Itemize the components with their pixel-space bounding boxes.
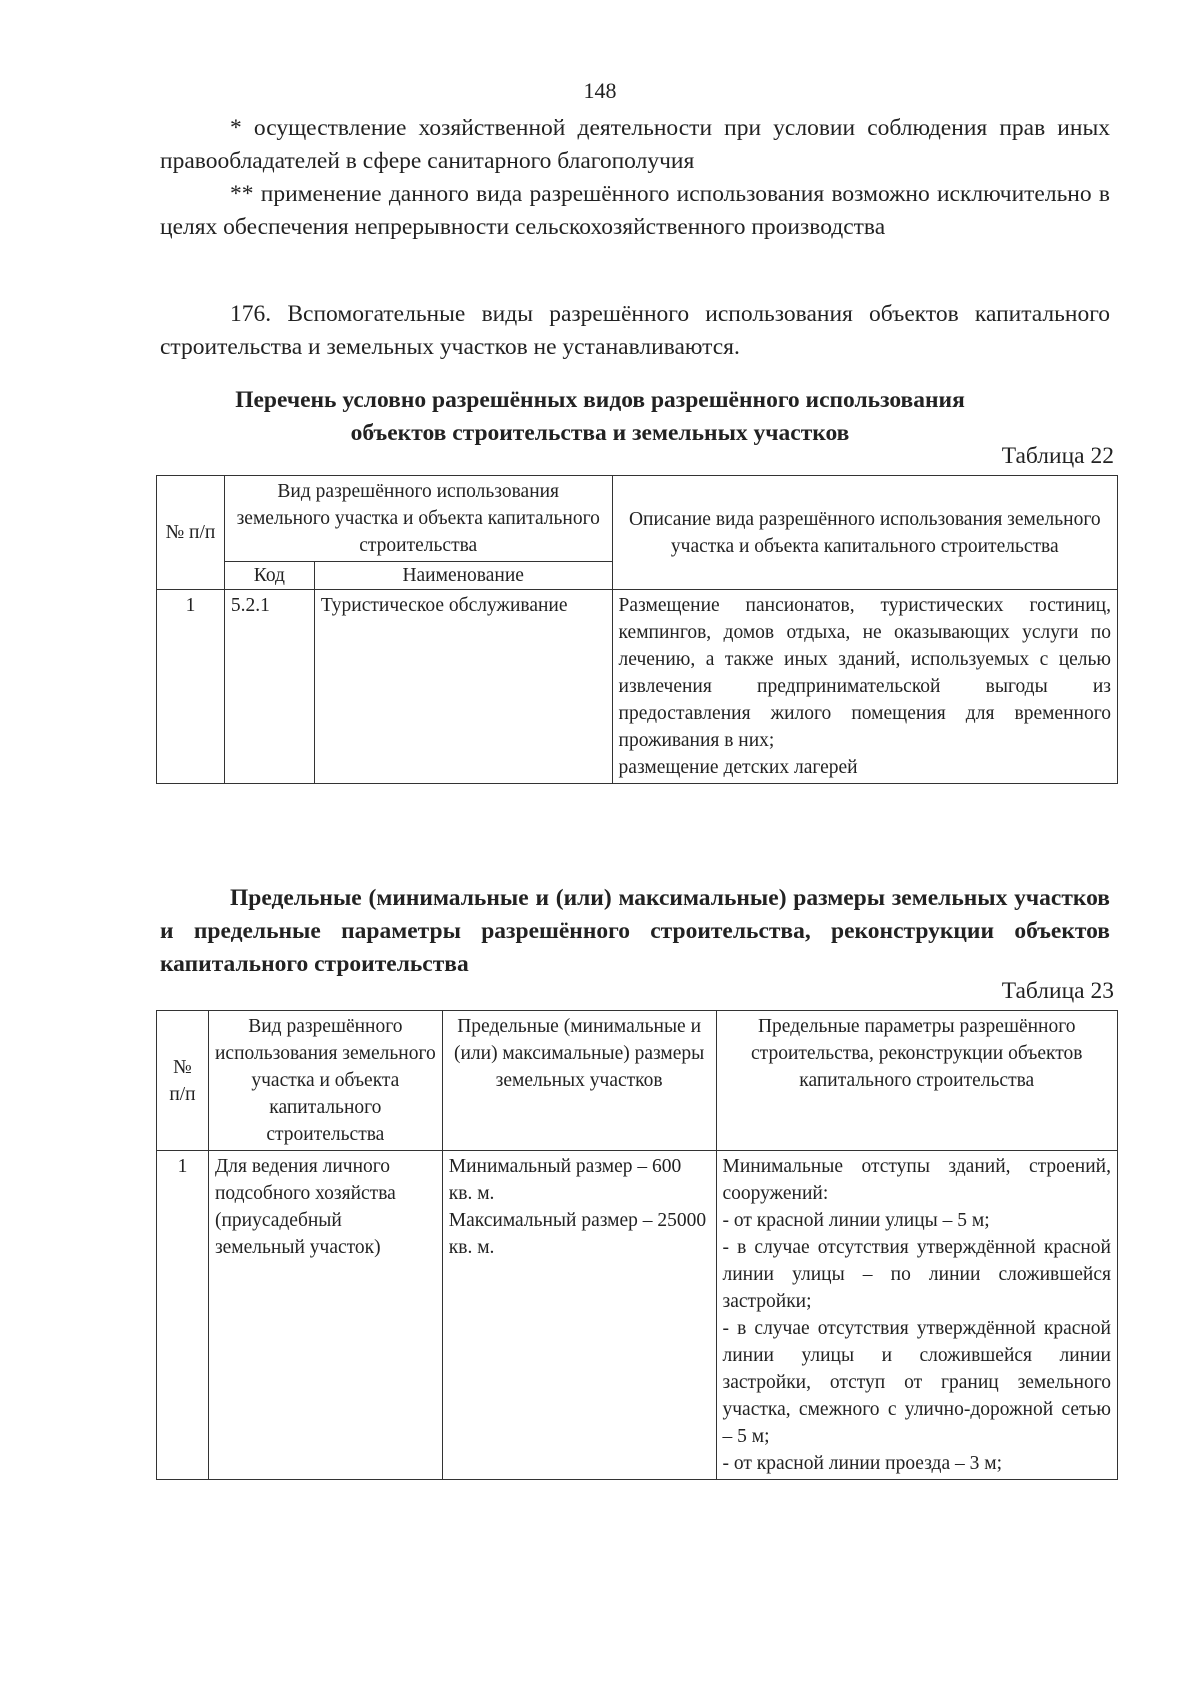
table23-header-sizes: Предельные (минимальные и (или) максимальные) размеры земельных участков [442,1011,716,1151]
table23-header-params: Предельные параметры разрешённого строительства, реконструкции объектов капитального строительства [716,1011,1118,1151]
table22-cell-num: 1 [157,590,225,784]
footnote-2 [160,178,1110,244]
table23-cell-num: 1 [157,1151,209,1480]
table23-cell-params [716,1151,1118,1480]
table23-header-num: № п/п [157,1011,209,1151]
footnote-2-text: ** применение данного вида разрешённого использования возможно исключительно в целях обеспечения непрерывности сельскохозяйственного производства [160,181,1110,240]
table22-desc-part1: Размещение пансионатов, туристических гостиниц, кемпингов, домов отдыха, не оказывающих услуги по лечению, а также иных зданий, используемых с целью извлечения предпринимательской выгоды из предоставления жилого помещения для временного проживания в них; [618,595,1111,751]
table23-param-0: Минимальные отступы зданий, строений, сооружений: [722,1156,1111,1204]
paragraph-176-text: 176. Вспомогательные виды разрешённого использования объектов капитального строительства и земельных участков не устанавливаются. [160,301,1110,360]
table22-cell-code: 5.2.1 [224,590,314,784]
table23-param-4: - от красной линии проезда – 3 м; [722,1453,1003,1474]
section1-title-line1: Перечень условно разрешённых видов разрешённого использования [235,387,965,413]
table23-cell-kind: Для ведения личного подсобного хозяйства (приусадебный земельный участок) [208,1151,442,1480]
table22-header-row [157,476,1118,562]
table22-caption: Таблица 22 [1001,443,1114,469]
table23-param-3: - в случае отсутствия утверждённой красной линии улицы и сложившейся линии застройки, отступ от границ земельного участка, смежного с улично-дорожной сетью – 5 м; [722,1318,1111,1447]
table22-header-name: Наименование [314,562,612,590]
table22-header-num: № п/п [157,476,225,590]
section2-title-text: Предельные (минимальные и (или) максимальные) размеры земельных участков и предельные параметры разрешённого строительства, реконструкции объектов капитального строительства [160,885,1110,977]
table23-param-1: - от красной линии улицы – 5 м; [722,1210,990,1231]
table22-cell-name: Туристическое обслуживание [314,590,612,784]
paragraph-176 [160,298,1110,364]
table23-cell-sizes [442,1151,716,1480]
section1-title-line2: объектов строительства и земельных участков [350,420,850,446]
table23-size-max: Максимальный размер – 25000 кв. м. [448,1210,707,1258]
table23-param-2: - в случае отсутствия утверждённой красной линии улицы – по линии сложившейся застройки; [722,1237,1111,1312]
table23-size-min: Минимальный размер – 600 кв. м. [448,1156,682,1204]
section1-title [0,384,1200,450]
table22-header-kind: Вид разрешённого использования земельного участка и объекта капитального строительства [224,476,612,562]
section2-title [160,882,1110,981]
table22-cell-desc [612,590,1117,784]
footnote-1-text: * осуществление хозяйственной деятельности при условии соблюдения прав иных правообладателей в сфере санитарного благополучия [160,115,1110,174]
page-number: 148 [583,78,617,103]
table23-header-kind: Вид разрешённого использования земельного участка и объекта капитального строительства [208,1011,442,1151]
table23-caption: Таблица 23 [1001,978,1114,1004]
table22-desc-part2: размещение детских лагерей [618,757,858,778]
footnote-1 [160,112,1110,178]
table-row [157,590,1118,784]
table22-header-code: Код [224,562,314,590]
table22-header-desc: Описание вида разрешённого использования земельного участка и объекта капитального строительства [612,476,1117,590]
table23-header-row [157,1011,1118,1151]
table-23 [156,1010,1118,1480]
table-22 [156,475,1118,784]
table-row [157,1151,1118,1480]
